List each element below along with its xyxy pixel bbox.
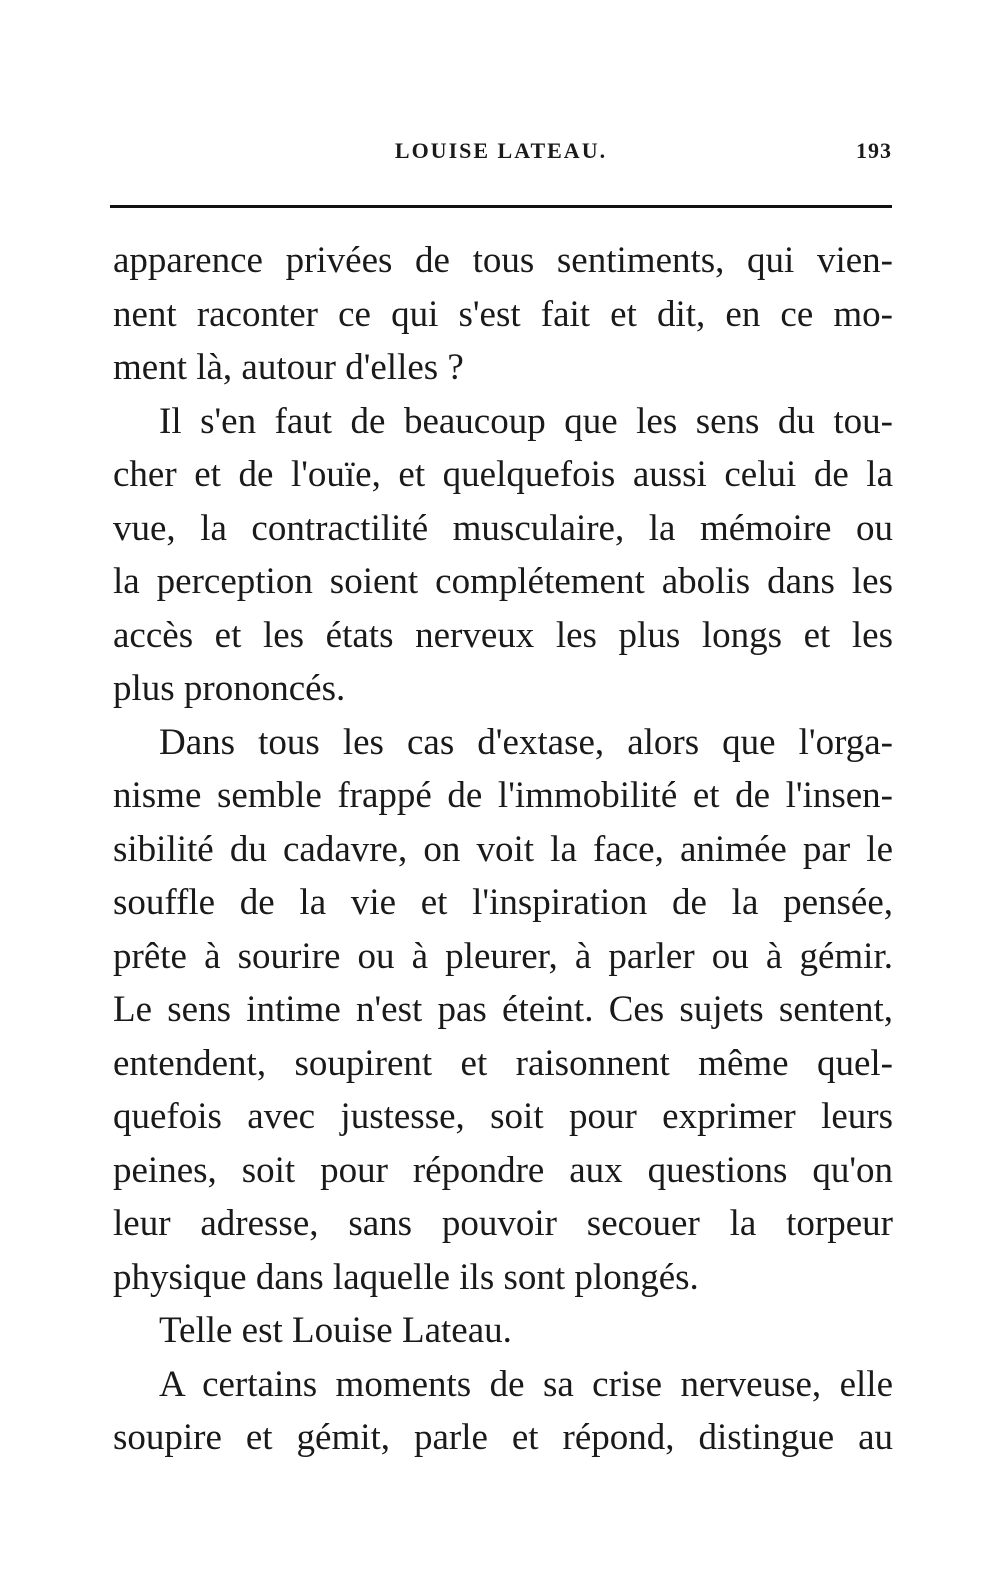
text-line: ment là, autour d'elles ? xyxy=(113,347,464,388)
text-line: quefois avec justesse, soit pour exprimer leurs xyxy=(113,1096,893,1137)
text-line: entendent, soupirent et raisonnent même quel- xyxy=(113,1042,893,1084)
text-line: leur adresse, sans pouvoir secouer la torpeur xyxy=(113,1203,893,1244)
text-line: nent raconter ce qui s'est fait et dit, en ce mo- xyxy=(113,293,893,335)
running-head xyxy=(110,138,892,170)
text-line: sibilité du cadavre, on voit la face, animée par le xyxy=(113,828,893,870)
text-line: nisme semble frappé de l'immobilité et de l'insen- xyxy=(113,775,893,816)
header-rule xyxy=(110,205,892,208)
text-line: A certains moments de sa crise nerveuse, elle xyxy=(159,1363,893,1405)
text-line: Il s'en faut de beaucoup que les sens du tou- xyxy=(159,400,893,442)
text-line: accès et les états nerveux les plus longs et les xyxy=(113,614,893,656)
text-line: la perception soient complétement abolis dans les xyxy=(113,561,893,602)
text-line: soupire et gémit, parle et répond, distingue au xyxy=(113,1417,893,1458)
text-line: cher et de l'ouïe, et quelquefois aussi celui de la xyxy=(113,454,893,495)
text-line: Dans tous les cas d'extase, alors que l'orga- xyxy=(159,721,893,763)
text-line: plus prononcés. xyxy=(113,668,346,709)
body-text xyxy=(113,234,893,1465)
text-line: Le sens intime n'est pas éteint. Ces sujets sentent, xyxy=(113,989,893,1030)
text-line: vue, la contractilité musculaire, la mémoire ou xyxy=(113,507,893,549)
text-line: physique dans laquelle ils sont plongés. xyxy=(113,1256,699,1298)
text-line: peines, soit pour répondre aux questions qu'on xyxy=(113,1149,893,1191)
text-line: souffle de la vie et l'inspiration de la pensée, xyxy=(113,882,893,923)
running-title: LOUISE LATEAU. xyxy=(394,138,608,163)
text-line: Telle est Louise Lateau. xyxy=(159,1310,512,1351)
text-line: apparence privées de tous sentiments, qui vien- xyxy=(113,240,893,281)
text-line: prête à sourire ou à pleurer, à parler ou à gémir. xyxy=(113,935,893,977)
page-number: 193 xyxy=(856,138,892,163)
